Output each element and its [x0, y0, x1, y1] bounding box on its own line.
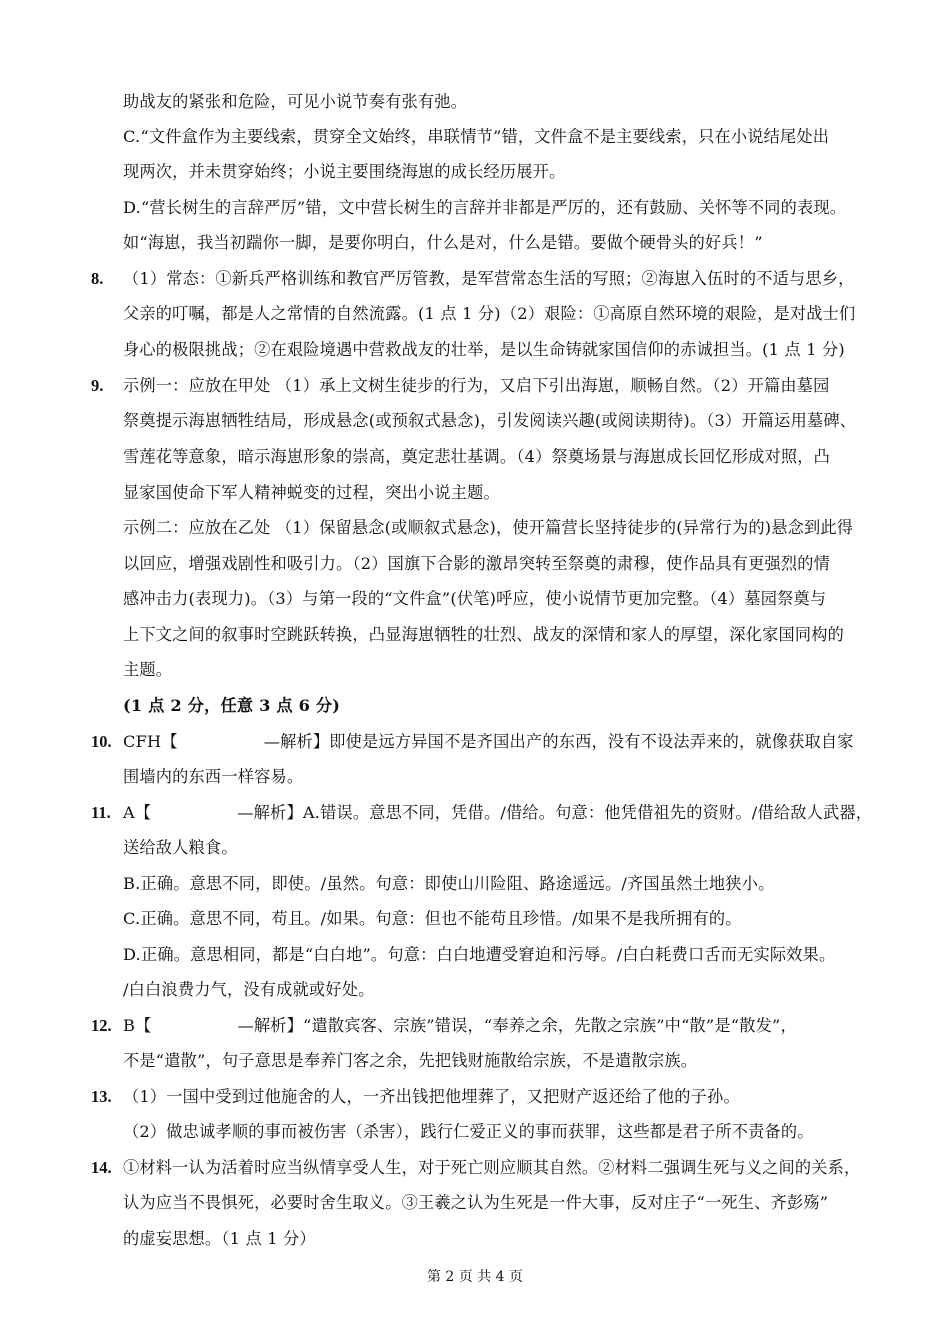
q13-answer-line: （1）一国中受到过他施舍的人，一齐出钱把他埋葬了，又把财产返还给了他的子孙。	[123, 1087, 740, 1106]
q8-answer-line: 父亲的叮嘱，都是人之常情的自然流露。(1 点 1 分)（2）艰险：①高原自然环境的艰险，是对战士们	[123, 304, 856, 323]
q11-option-d-line: D.正确。意思相同，都是“白白地”。句意：白白地遭受窘迫和污辱。/白白耗费口舌而无实际效果。	[123, 945, 836, 964]
q7-option-c-line: 现两次，并未贯穿始终；小说主要围绕海崽的成长经历展开。	[123, 162, 566, 181]
q11-answer-key: A【	[123, 803, 152, 822]
question-number: 10.	[91, 732, 112, 751]
q7-option-c-line: C.“文件盒作为主要线索，贯穿全文始终，串联情节”错，文件盒不是主要线索，只在小说结尾处出	[123, 127, 830, 146]
q11-option-c: C.正确。意思不同，苟且。/如果。句意：但也不能苟且珍惜。/如果不是我所拥有的。	[123, 909, 742, 928]
question-number: 12.	[91, 1016, 112, 1035]
q10-explanation: —解析】即使是远方异国不是齐国出产的东西，没有不设法弄来的，就像获取自家	[263, 732, 854, 751]
q10-answer-line	[123, 731, 863, 753]
q8-answer-line: （1）常态：①新兵严格训练和教官严厉管教，是军营常态生活的写照；②海崽入伍时的不适与思乡，	[123, 269, 855, 288]
q7-text-line: 助战友的紧张和危险，可见小说节奏有张有弛。	[123, 92, 468, 111]
q9-example1-line: 显家国使命下军人精神蜕变的过程，突出小说主题。	[123, 483, 500, 502]
q11-answer-line	[123, 802, 873, 824]
question-number: 11.	[91, 803, 111, 822]
q13-answer-line: （2）做忠诚孝顺的事而被伤害（杀害），践行仁爱正义的事而获罪，这些都是君子所不责备的。	[123, 1122, 814, 1141]
question-number: 13.	[91, 1087, 112, 1106]
q10-answer-line: 围墙内的东西一样容易。	[123, 767, 304, 786]
q14-answer-line: ①材料一认为活着时应当纵情享受人生，对于死亡则应顺其自然。②材料二强调生死与义之间的关系，	[123, 1158, 861, 1177]
question-number: 14.	[91, 1158, 112, 1177]
page-number-footer: 第 2 页 共 4 页	[426, 1269, 524, 1285]
q9-example2-line: 以回应，增强戏剧性和吸引力。（2）国旗下合影的激昂突转至祭奠的肃穆，使作品具有更强烈的情	[123, 554, 831, 573]
q7-option-d-line: D.“营长树生的言辞严厉”错，文中营长树生的言辞并非都是严厉的，还有鼓励、关怀等不同的表现。	[123, 198, 847, 217]
q9-example2-line: 上下文之间的叙事时空跳跃转换，凸显海崽牺牲的壮烈、战友的深情和家人的厚望，深化家国同构的	[123, 625, 845, 644]
q11-explanation: —解析】A.错误。意思不同，凭借。/借给。句意：他凭借祖先的资财。/借给敌人武器，	[237, 803, 873, 822]
q9-example2-line: 主题。	[123, 660, 173, 679]
question-number: 8.	[91, 269, 104, 288]
q14-answer-line: 认为应当不畏惧死，必要时舍生取义。③王羲之认为生死是一件大事，反对庄子“一死生、齐彭殇”	[123, 1193, 829, 1212]
q12-explanation: —解析】“遣散宾客、宗族”错误，“奉养之余，先散之宗族”中“散”是“散发”，	[237, 1016, 797, 1035]
q10-answer-key: CFH【	[123, 732, 178, 751]
q9-example2-line: 感冲击力(表现力)。（3）与第一段的“文件盒”(伏笔)呼应，使小说情节更加完整。（4）墓园祭奠与	[123, 589, 827, 608]
q11-option-b: B.正确。意思不同，即使。/虽然。句意：即使山川险阻、路途遥远。/齐国虽然土地狭小。	[123, 874, 775, 893]
q9-scoring-note: (1 点 2 分，任意 3 点 6 分)	[123, 696, 341, 715]
question-number: 9.	[91, 376, 104, 395]
q12-answer-line: 不是“遣散”，句子意思是奉养门客之余，先把钱财施散给宗族，不是遣散宗族。	[123, 1051, 698, 1070]
q14-answer-line: 的虚妄思想。（1 点 1 分）	[123, 1229, 316, 1248]
q12-answer-key: B【	[123, 1016, 152, 1035]
q7-option-d-line: 如“海崽，我当初踹你一脚，是要你明白，什么是对，什么是错。要做个硬骨头的好兵！”	[123, 233, 763, 252]
q11-option-d-line: /白白浪费力气，没有成就或好处。	[123, 980, 375, 999]
q11-answer-line: 送给敌人粮食。	[123, 838, 238, 857]
q9-example2-line: 示例二：应放在乙处 （1）保留悬念(或顺叙式悬念)，使开篇营长坚持徒步的(异常行为的)悬念到此得	[123, 518, 854, 537]
q9-example1-line: 祭奠提示海崽牺牲结局，形成悬念(或预叙式悬念)，引发阅读兴趣(或阅读期待)。（3）开篇运用墓碑、	[123, 411, 857, 430]
q12-answer-line	[123, 1015, 863, 1037]
q9-example1-line: 雪莲花等意象，暗示海崽形象的崇高，奠定悲壮基调。（4）祭奠场景与海崽成长回忆形成对照，凸	[123, 447, 831, 466]
q9-example1-line: 示例一：应放在甲处 （1）承上文树生徒步的行为，又启下引出海崽，顺畅自然。（2）开篇由墓园	[123, 376, 830, 395]
q8-answer-line: 身心的极限挑战；②在艰险境遇中营救战友的壮举，是以生命铸就家国信仰的赤诚担当。(1 点 1 分)	[123, 340, 845, 359]
